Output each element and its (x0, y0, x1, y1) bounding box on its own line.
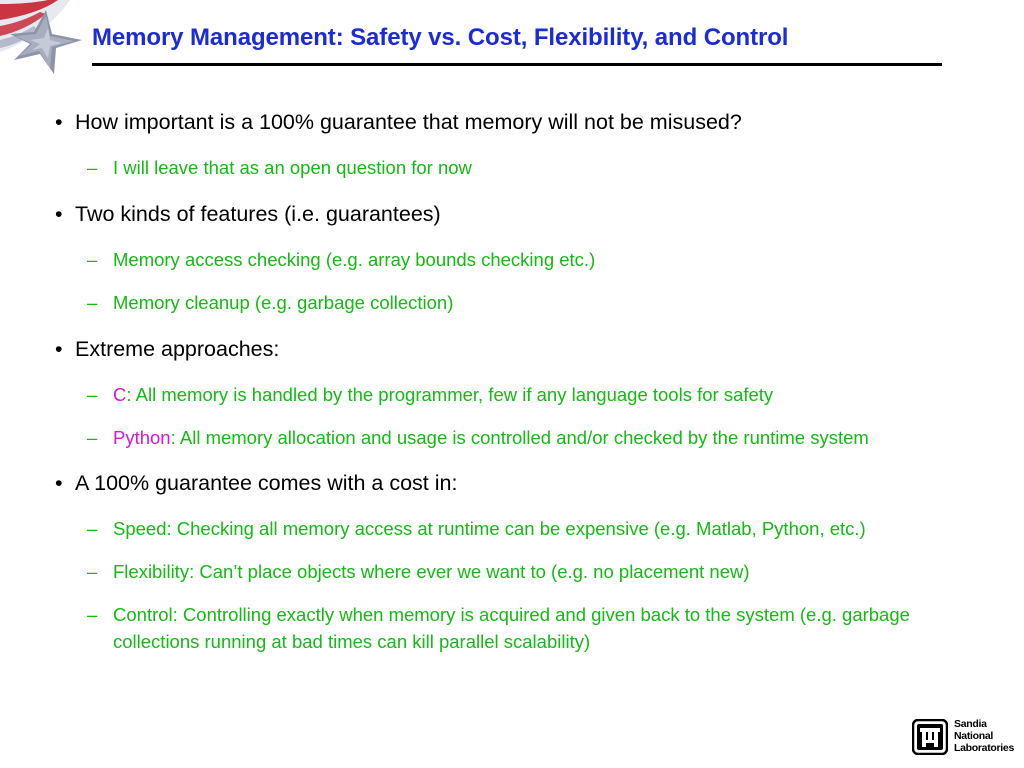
dash-marker: – (87, 292, 98, 313)
bullet-item (55, 335, 980, 363)
bullet-marker: • (55, 110, 63, 134)
dash-marker: – (87, 561, 98, 582)
sub-bullet-item (55, 515, 980, 542)
logo-line: National (954, 730, 994, 742)
bullet-item (55, 469, 980, 497)
sub-bullet-item (55, 424, 980, 451)
bullet-item (55, 200, 980, 228)
bullet-text: Two kinds of features (i.e. guarantees) (75, 202, 441, 226)
slide-title: Memory Management: Safety vs. Cost, Flexibility, and Control (92, 24, 789, 51)
dash-marker: – (87, 604, 98, 625)
sandia-thunderbird-icon (912, 719, 948, 755)
logo-line: Sandia (954, 718, 987, 730)
flag-star-icon (0, 0, 95, 85)
dash-marker: – (87, 518, 98, 539)
sub-bullet-item (55, 246, 980, 273)
bullet-marker: • (55, 337, 63, 361)
bullet-text: How important is a 100% guarantee that memory will not be misused? (75, 110, 742, 134)
bullet-item (55, 108, 980, 136)
sub-bullet-text: Memory cleanup (e.g. garbage collection) (113, 292, 454, 313)
bullet-marker: • (55, 202, 63, 226)
dash-marker: – (87, 157, 98, 178)
bullet-text: Extreme approaches: (75, 337, 280, 361)
sub-bullet-item (55, 154, 980, 181)
sub-bullet-text: : All memory allocation and usage is controlled and/or checked by the runtime system (170, 427, 869, 448)
slide-body (55, 108, 980, 655)
language-highlight: Python (113, 427, 171, 448)
title-underline (92, 63, 942, 66)
sandia-logo (912, 717, 1012, 759)
dash-marker: – (87, 427, 98, 448)
sub-bullet-item (55, 381, 980, 408)
sub-bullet-item (55, 289, 980, 316)
bullet-marker: • (55, 471, 63, 495)
sub-bullet-text: Control: Controlling exactly when memory is acquired and given back to the system (e.g. garbage collections running at bad times can kill parallel scalability) (113, 604, 910, 652)
sub-bullet-text: Speed: Checking all memory access at runtime can be expensive (e.g. Matlab, Python, etc.) (113, 518, 866, 539)
sub-bullet-text: Memory access checking (e.g. array bounds checking etc.) (113, 249, 596, 270)
dash-marker: – (87, 384, 98, 405)
sub-bullet-item (55, 601, 980, 655)
dash-marker: – (87, 249, 98, 270)
language-highlight: C (113, 384, 127, 405)
bullet-text: A 100% guarantee comes with a cost in: (75, 471, 458, 495)
sub-bullet-text: Flexibility: Can’t place objects where ever we want to (e.g. no placement new) (113, 561, 750, 582)
logo-line: Laboratories (954, 742, 1014, 754)
sub-bullet-item (55, 558, 980, 585)
sub-bullet-text: I will leave that as an open question for now (113, 157, 472, 178)
logo-text (954, 718, 1014, 754)
sub-bullet-text: : All memory is handled by the programmer, few if any language tools for safety (126, 384, 774, 405)
